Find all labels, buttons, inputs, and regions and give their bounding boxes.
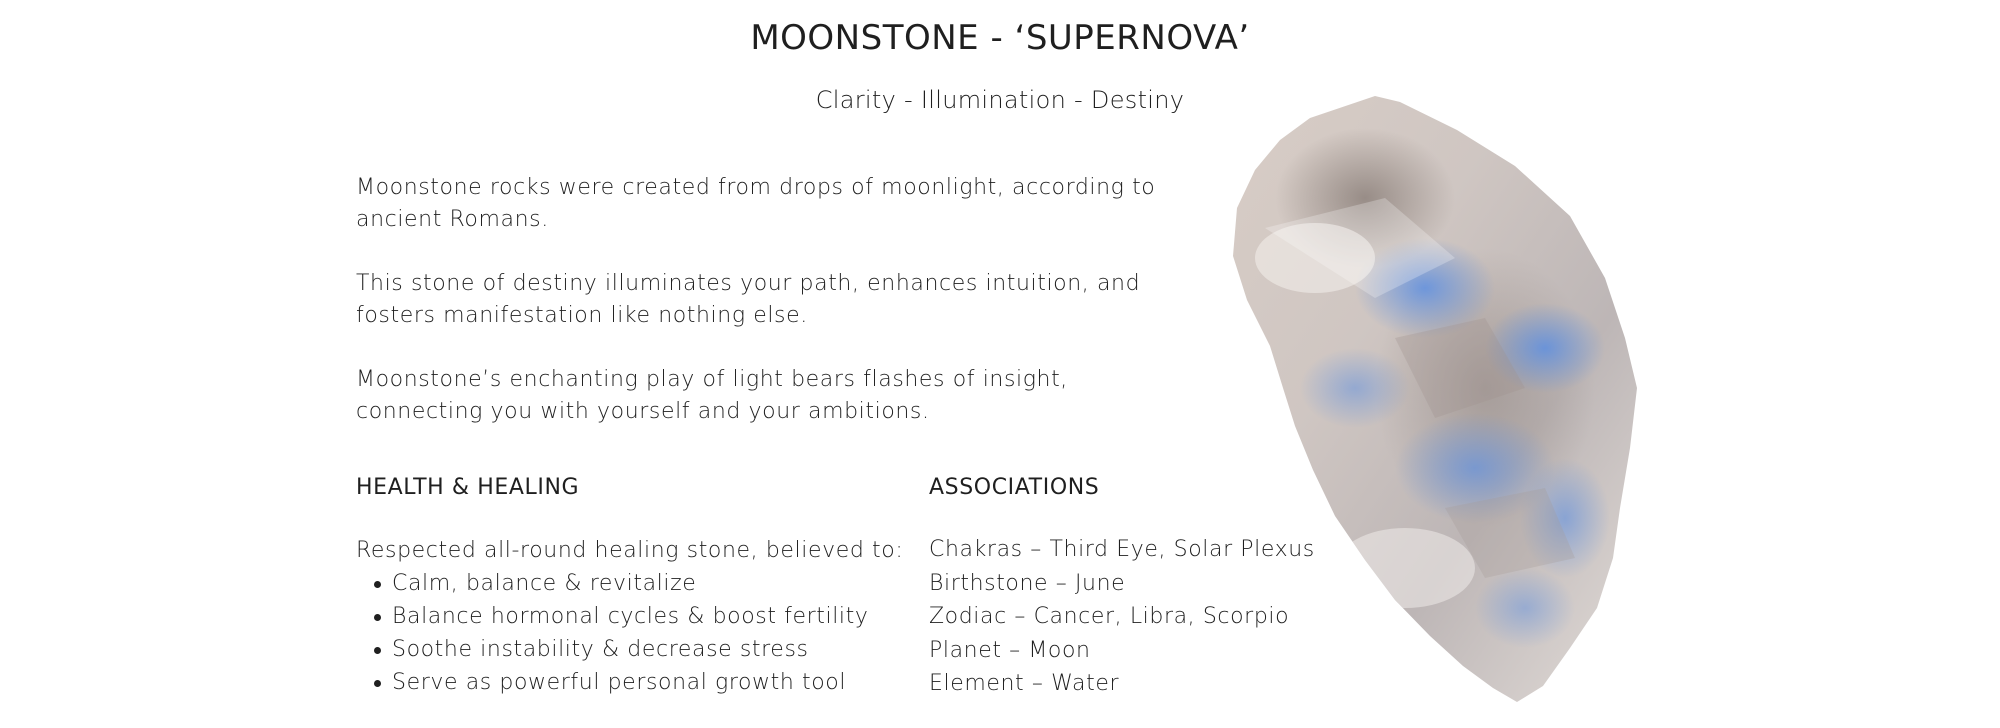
associations-heading: ASSOCIATIONS [929,475,1100,500]
intro-section [356,172,1156,460]
health-healing-section [356,475,916,699]
bullet-icon [374,680,381,687]
list-item [356,633,916,666]
list-item [356,666,916,699]
page-subtitle: Clarity - Illumination - Destiny [815,86,1185,114]
list-item: Zodiac – Cancer, Libra, Scorpio [929,604,1290,629]
bullet-icon [374,581,381,588]
list-item [356,600,916,633]
bullet-icon [374,614,381,621]
intro-paragraph: Moonstone’s enchanting play of light bears flashes of insight, connecting you with yourself and your ambitions. [356,367,1068,424]
list-item: Element – Water [929,671,1120,696]
benefit-text: Soothe instability & decrease stress [392,637,809,662]
list-item: Chakras – Third Eye, Solar Plexus [929,537,1315,562]
bullet-icon [374,647,381,654]
health-heading: HEALTH & HEALING [356,475,580,500]
list-item: Planet – Moon [929,637,1091,663]
list-item: Birthstone – June [929,570,1126,596]
page-title: MOONSTONE - ‘SUPERNOVA’ [750,18,1250,58]
health-lead: Respected all-round healing stone, believed to: [356,538,904,563]
list-item [356,567,916,600]
moonstone-image [1225,88,1685,708]
benefit-text: Calm, balance & revitalize [392,571,697,596]
intro-paragraph: This stone of destiny illuminates your path, enhances intuition, and fosters manifestation like nothing else. [356,271,1141,328]
intro-paragraph: Moonstone rocks were created from drops of moonlight, according to ancient Romans. [356,175,1156,232]
health-benefits-list [356,567,916,699]
benefit-text: Balance hormonal cycles & boost fertility [392,604,869,629]
benefit-text: Serve as powerful personal growth tool [392,670,847,695]
